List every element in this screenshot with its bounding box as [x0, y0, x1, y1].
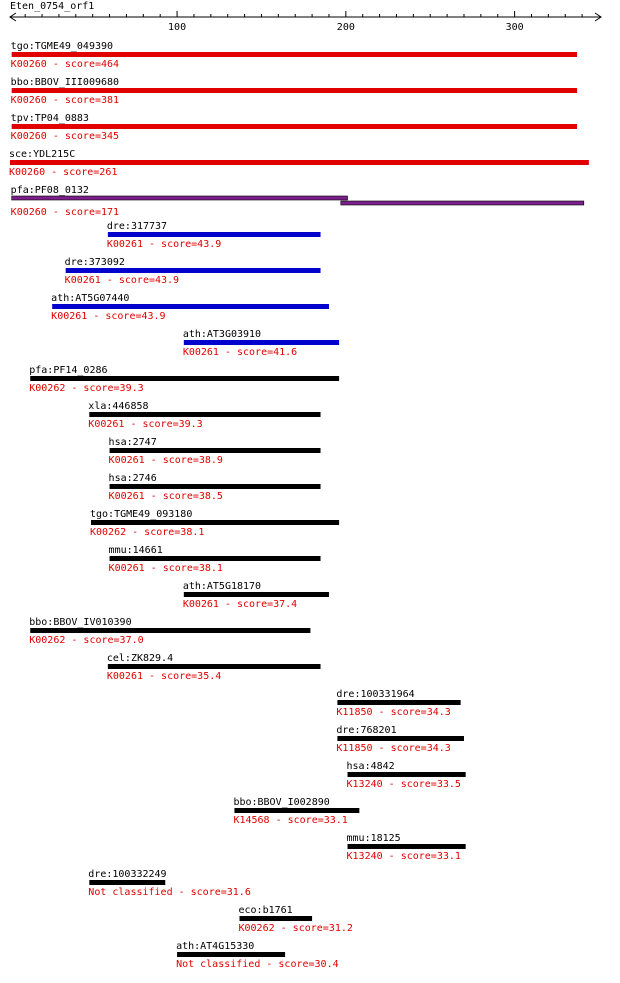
hit-bar[interactable] [10, 160, 589, 165]
hit-bar[interactable] [12, 88, 577, 93]
hit-name[interactable]: sce:YDL215C [8, 149, 76, 160]
hit-score-label[interactable]: K14568 - score=33.1 [233, 815, 348, 826]
query-title: Eten_0754_orf1 [10, 1, 95, 12]
axis-tick-label: 200 [336, 22, 355, 33]
hit-bar[interactable] [89, 412, 320, 417]
hit-bar[interactable] [110, 556, 321, 561]
hit-row [88, 869, 251, 898]
axis-tick-label: 100 [168, 22, 187, 33]
hit-row [107, 221, 321, 250]
hit-row [109, 545, 321, 574]
hit-score-label[interactable]: K00261 - score=38.5 [108, 491, 223, 502]
hit-bar[interactable] [348, 844, 466, 849]
hit-list [9, 41, 589, 970]
hit-row [239, 905, 353, 934]
hit-bar[interactable] [30, 628, 310, 633]
hit-segment-bar[interactable] [12, 196, 348, 200]
hit-bar[interactable] [240, 916, 313, 921]
hit-score-label[interactable]: K00260 - score=464 [10, 59, 120, 70]
hit-score-label[interactable]: K00261 - score=43.9 [106, 239, 222, 250]
hit-bar[interactable] [12, 124, 577, 129]
hit-row [29, 617, 310, 646]
hit-bar[interactable] [337, 700, 460, 705]
hit-bar[interactable] [110, 448, 321, 453]
hit-score-label[interactable]: K11850 - score=34.3 [336, 707, 451, 718]
hit-bar[interactable] [108, 664, 321, 669]
hit-row [336, 689, 460, 718]
hit-name[interactable]: xla:446858 [88, 401, 149, 412]
hit-score-label[interactable]: K13240 - score=33.1 [346, 851, 461, 862]
hit-row [29, 365, 339, 394]
hit-score-label[interactable]: K00260 - score=261 [8, 167, 118, 178]
hit-bar[interactable] [89, 880, 165, 885]
hit-row [65, 257, 321, 286]
hit-row [109, 437, 321, 466]
hit-score-label[interactable]: K00261 - score=38.9 [108, 455, 223, 466]
hit-score-label[interactable]: K00262 - score=31.2 [238, 923, 353, 934]
hit-score-label[interactable]: K00262 - score=37.0 [29, 635, 144, 646]
hit-name[interactable]: tgo:TGME49_093180 [89, 509, 193, 520]
hit-score-label[interactable]: K11850 - score=34.3 [336, 743, 451, 754]
hit-row [183, 329, 339, 358]
hit-name[interactable]: dre:317737 [106, 221, 168, 232]
hit-name[interactable]: pfa:PF08_0132 [10, 185, 89, 196]
hit-score-label[interactable]: K00261 - score=38.1 [108, 563, 223, 574]
hit-name[interactable]: mmu:18125 [346, 833, 401, 844]
hit-row [11, 113, 577, 142]
hit-name[interactable]: hsa:4842 [346, 761, 395, 772]
hit-name[interactable]: ath:AT3G03910 [182, 329, 262, 340]
hit-name[interactable]: hsa:2746 [108, 473, 157, 484]
hit-name[interactable]: tpv:TP04_0883 [10, 113, 89, 124]
hit-row [90, 509, 339, 538]
hit-name[interactable]: dre:373092 [64, 257, 125, 268]
hit-bar[interactable] [110, 484, 321, 489]
hit-row [11, 185, 584, 218]
hit-score-label[interactable]: K00262 - score=39.3 [29, 383, 144, 394]
hit-row [51, 293, 329, 322]
hit-score-label[interactable]: K00261 - score=41.6 [182, 347, 298, 358]
hit-score-label[interactable]: K00261 - score=43.9 [64, 275, 180, 286]
hit-bar[interactable] [234, 808, 359, 813]
hit-score-label[interactable]: K00261 - score=37.4 [182, 599, 298, 610]
hit-bar[interactable] [184, 340, 339, 345]
hit-name[interactable]: bbo:BBOV_IV010390 [29, 617, 132, 628]
hit-row [11, 41, 577, 70]
position-axis [10, 11, 601, 33]
axis-tick-label: 300 [505, 22, 524, 33]
hit-name[interactable]: dre:100331964 [336, 689, 415, 700]
hit-bar[interactable] [52, 304, 329, 309]
hit-score-label[interactable]: K00261 - score=43.9 [51, 311, 166, 322]
hit-name[interactable]: tgo:TGME49_049390 [10, 41, 114, 52]
hit-name[interactable]: bbo:BBOV_III009680 [10, 77, 120, 88]
hit-row [109, 473, 321, 502]
hit-bar[interactable] [184, 592, 329, 597]
hit-score-label[interactable]: K13240 - score=33.5 [346, 779, 461, 790]
hit-row [336, 725, 464, 754]
hit-name[interactable]: eco:b1761 [238, 905, 293, 916]
hit-bar[interactable] [12, 52, 577, 57]
hit-row [183, 581, 329, 610]
hit-row [347, 761, 466, 790]
hit-name[interactable]: ath:AT4G15330 [176, 941, 255, 952]
hit-score-label[interactable]: Not classified - score=31.6 [88, 887, 251, 898]
hit-score-label[interactable]: K00260 - score=345 [10, 131, 120, 142]
hit-row [347, 833, 466, 862]
hit-name[interactable]: dre:768201 [336, 725, 397, 736]
hit-name[interactable]: ath:AT5G07440 [51, 293, 130, 304]
hit-row [107, 653, 321, 682]
hit-segment-bar[interactable] [341, 201, 584, 205]
hit-name[interactable]: ath:AT5G18170 [182, 581, 262, 592]
hit-name[interactable]: hsa:2747 [108, 437, 157, 448]
hit-name[interactable]: dre:100332249 [88, 869, 167, 880]
hit-name[interactable]: pfa:PF14_0286 [29, 365, 108, 376]
hit-row [11, 77, 577, 106]
hit-bar[interactable] [66, 268, 321, 273]
hit-bar[interactable] [337, 736, 464, 741]
hit-score-label[interactable]: K00261 - score=39.3 [88, 419, 203, 430]
hit-row [9, 149, 589, 178]
hit-bar[interactable] [91, 520, 339, 525]
hit-row [176, 941, 339, 970]
hit-bar[interactable] [348, 772, 466, 777]
hit-row [233, 797, 359, 826]
hit-row [88, 401, 320, 430]
hit-bar[interactable] [108, 232, 321, 237]
hit-bar[interactable] [30, 376, 339, 381]
hit-score-label[interactable]: K00260 - score=381 [10, 95, 120, 106]
hit-score-label[interactable]: Not classified - score=30.4 [176, 959, 339, 970]
hit-bar[interactable] [177, 952, 285, 957]
hit-name[interactable]: mmu:14661 [108, 545, 163, 556]
hit-name[interactable]: cel:ZK829.4 [106, 653, 174, 664]
hit-name[interactable]: bbo:BBOV_I002890 [233, 797, 330, 808]
hit-score-label[interactable]: K00262 - score=38.1 [89, 527, 205, 538]
hit-score-label[interactable]: K00261 - score=35.4 [106, 671, 222, 682]
hit-score-label[interactable]: K00260 - score=171 [10, 207, 120, 218]
